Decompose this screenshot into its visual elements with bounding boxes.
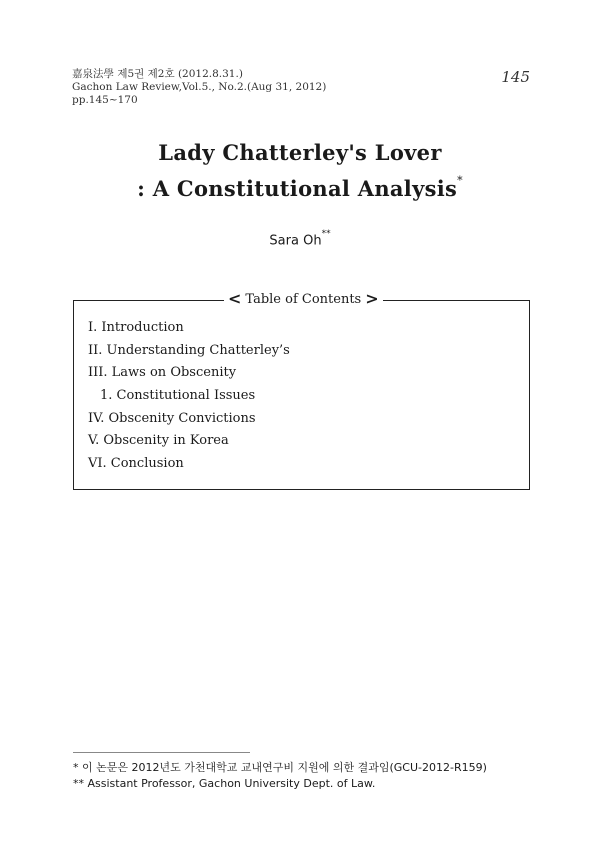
title-line1: Lady Chatterley's Lover: [158, 140, 442, 165]
journal-header-line2: Gachon Law Review,Vol.5., No.2.(Aug 31, 2012): [72, 81, 327, 93]
table-of-contents: [73, 289, 530, 490]
chevron-left-icon: <: [228, 289, 242, 308]
footnote-funding: * 이 논문은 2012년도 가천대학교 교내연구비 지원에 의한 결과임(GCU-2012-R159): [73, 761, 487, 774]
title-line2: [0, 176, 600, 201]
toc-heading-text: Table of Contents: [245, 291, 362, 307]
footnotes: [73, 760, 487, 792]
journal-header: [72, 68, 326, 107]
toc-item-obscenity-in-korea: V. Obscenity in Korea: [88, 433, 229, 449]
toc-item-constitutional-issues: 1. Constitutional Issues: [100, 388, 256, 404]
toc-list: [88, 317, 290, 476]
footnote-author-affiliation: ** Assistant Professor, Gachon University Dept. of Law.: [73, 777, 376, 790]
toc-heading: [224, 291, 383, 307]
title-line2-text: : A Constitutional Analysis: [137, 176, 458, 201]
page-number: 145: [501, 68, 530, 86]
title-footnote-marker: *: [457, 174, 463, 187]
author: [0, 229, 600, 249]
author-name: Sara Oh: [269, 233, 322, 249]
toc-item-obscenity-convictions: IV. Obscenity Convictions: [88, 410, 256, 426]
journal-header-line1: 嘉泉法學 제5권 제2호 (2012.8.31.): [72, 68, 243, 80]
toc-item-conclusion: VI. Conclusion: [88, 456, 184, 472]
footnote-divider: [73, 752, 250, 753]
journal-header-line3: pp.145~170: [72, 94, 138, 106]
chevron-right-icon: >: [365, 289, 379, 308]
toc-item-laws-on-obscenity: III. Laws on Obscenity: [88, 365, 237, 381]
author-footnote-marker: **: [321, 229, 331, 239]
toc-item-understanding: II. Understanding Chatterley’s: [88, 342, 290, 358]
toc-item-introduction: I. Introduction: [88, 320, 184, 335]
